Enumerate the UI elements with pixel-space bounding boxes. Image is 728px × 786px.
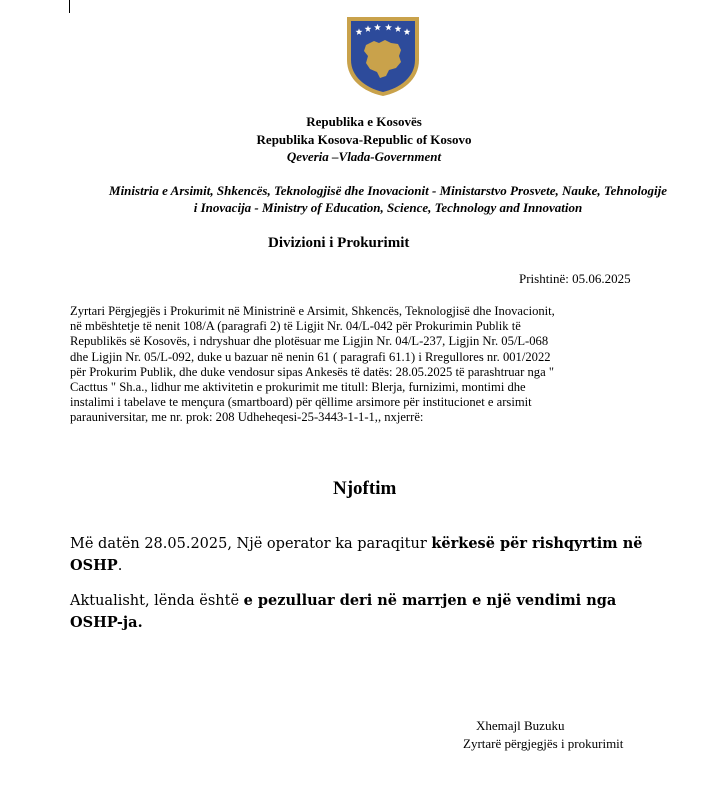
preamble-line: Cacttus " Sh.a., lidhur me aktivitetin e prokurimit me titull: Blerja, furnizimi, montimi dhe (70, 380, 526, 395)
paragraph-2-bold: e pezulluar deri në marrjen e një vendimi nga OSHP-ja. (70, 592, 617, 631)
signatory-title: Zyrtarë përgjegjës i prokurimit (463, 736, 624, 751)
notice-title: Njoftim (333, 478, 397, 499)
signatory-name: Xhemajl Buzuku (476, 718, 565, 733)
preamble-line: Republikës së Kosovës, i ndryshuar dhe plotësuar me Ligjin Nr. 04/L-237, Ligjin Nr. 05/L-068 (70, 334, 549, 349)
preamble-text (70, 304, 680, 426)
notice-paragraph-2 (70, 590, 650, 634)
ministry-line-1: Ministria e Arsimit, Shkencës, Teknologjisë dhe Inovacionit - Ministarstvo Prosvete, Nauke, Tehnologije (109, 183, 667, 198)
preamble-line: në mbështetje të nenit 108/A (paragrafi 2) të Ligjit Nr. 04/L-042 për Prokurimin Publik të (70, 319, 521, 334)
paragraph-2-text: Aktualisht, lënda është (70, 593, 244, 609)
paragraph-1-text: Më datën 28.05.2025, Një operator ka paraqitur (70, 536, 432, 552)
header-government: Qeveria –Vlada-Government (286, 149, 442, 164)
paragraph-1-bold: kërkesë për rishqyrtim në OSHP (70, 535, 643, 574)
preamble-line: Zyrtari Përgjegjës i Prokurimit në Ministrinë e Arsimit, Shkencës, Teknologjisë dhe Inovacionit, (70, 304, 555, 318)
kosovo-coat-of-arms-icon (344, 14, 422, 98)
document-date: Prishtinë: 05.06.2025 (519, 271, 631, 286)
division-title: Divizioni i Prokurimit (268, 235, 410, 251)
notice-paragraph-1 (70, 533, 650, 577)
text-cursor (69, 0, 70, 13)
preamble-line: instalimi i tabelave te mençura (smartboard) për qëllime arsimore për institucionet e arsimit (70, 395, 532, 410)
ministry-name (60, 182, 716, 216)
preamble-line: dhe Ligjin Nr. 05/L-092, duke u bazuar në nenin 61 ( paragrafi 61.1) i Rregullores nr. 001/2022 (70, 349, 551, 364)
preamble-line: për Prokurim Publik, dhe duke vendosur sipas Ankesës të datës: 28.05.2025 të parashtruar nga " (70, 364, 554, 379)
ministry-line-2: i Inovacija - Ministry of Education, Science, Technology and Innovation (193, 200, 583, 215)
header-republic: Republika e Kosovës (306, 114, 422, 129)
preamble-line: parauniversitar, me nr. prok: 208 Udheheqesi-25-3443-1-1-1,, nxjerrë: (70, 410, 424, 425)
paragraph-1-end: . (117, 558, 123, 574)
header-republic-trilingual: Republika Kosova-Republic of Kosovo (256, 132, 472, 147)
